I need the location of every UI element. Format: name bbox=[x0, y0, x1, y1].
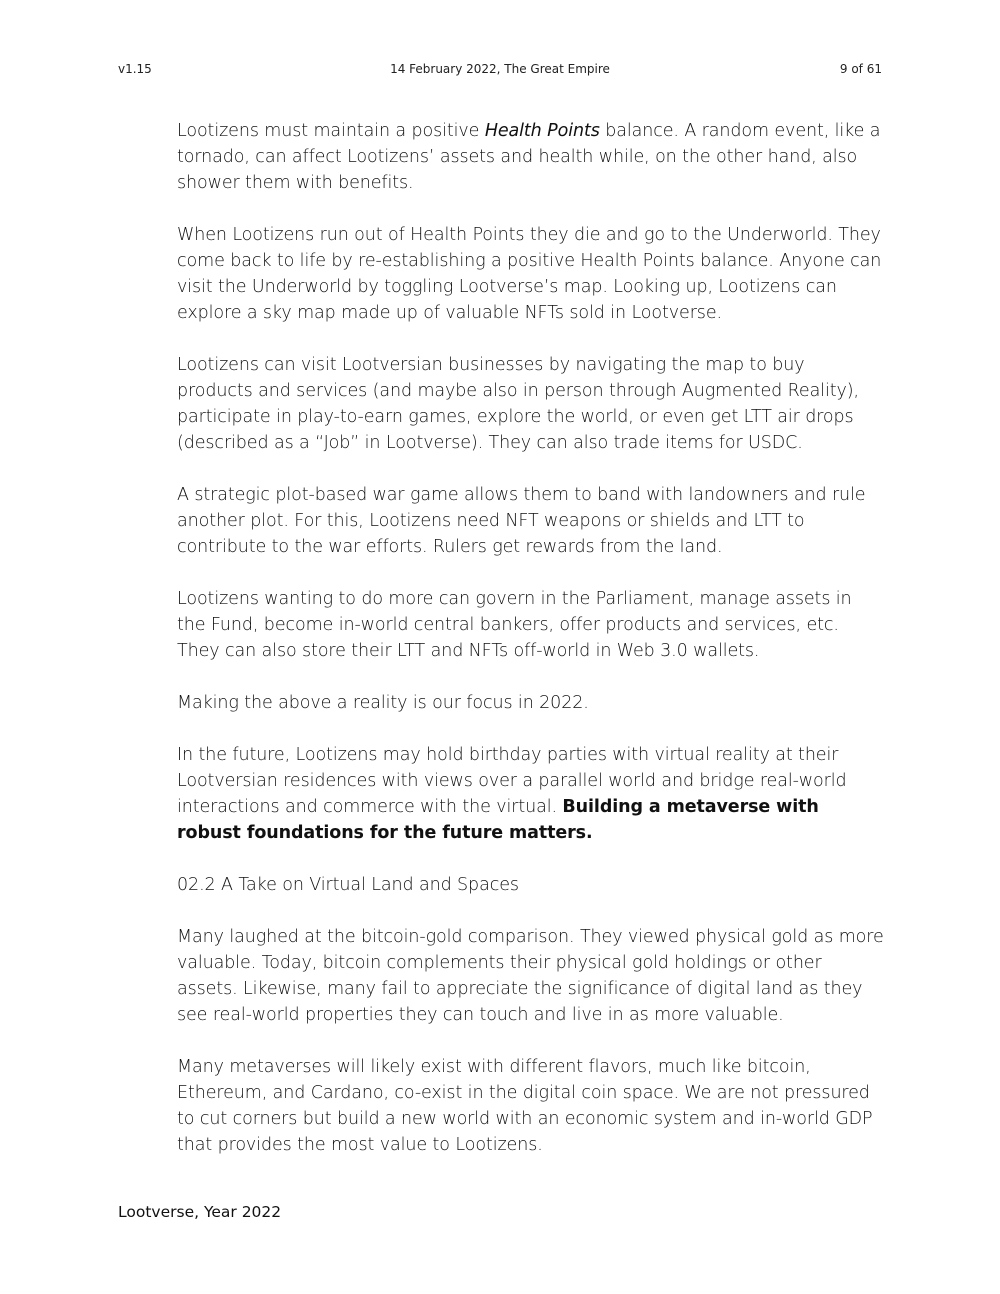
health-points-term: Health Points bbox=[484, 121, 600, 141]
document-date-title: 14 February 2022, The Great Empire bbox=[390, 62, 610, 76]
paragraph-war-game: A strategic plot-based war game allows them to band with landowners and rule another plot. For this, Lootizens need NFT weapons or shields and LTT to contribute to the war efforts. Rulers get rewards from the land. bbox=[177, 485, 866, 557]
paragraph-underworld: When Lootizens run out of Health Points they die and go to the Underworld. They come back to life by re-establishing a positive Health Points balance. Anyone can visit the Underworld by toggling Lootverse’s map. Looking up, Lootizens can explore a sky map made up of valuable NFTs sold in Lootverse. bbox=[177, 225, 882, 323]
paragraph-health-points: Lootizens must maintain a positive Health Points balance. A random event, like a tornado, can affect Lootizens’ assets and health while, on the other hand, also shower them with benefits. bbox=[177, 121, 881, 193]
page-number: 9 of 61 bbox=[839, 62, 882, 76]
page-body bbox=[177, 118, 885, 1184]
paragraph-focus-2022: Making the above a reality is our focus in 2022. bbox=[177, 693, 589, 713]
paragraph-businesses: Lootizens can visit Lootversian businesses by navigating the map to buy products and services (and maybe also in person through Augmented Reality), participate in play-to-earn games, explore the world, or even get LTT air drops (described as a “Job” in Lootverse). They can also trade items for USDC. bbox=[177, 355, 859, 453]
section-heading: 02.2 A Take on Virtual Land and Spaces bbox=[177, 875, 519, 895]
paragraph-governance: Lootizens wanting to do more can govern in the Parliament, manage assets in the Fund, become in-world central bankers, offer products and services, etc. They can also store their LTT and NFTs off-world in Web 3.0 wallets. bbox=[177, 589, 852, 661]
emphasis-metaverse-foundations: Building a metaverse with robust foundations for the future matters. bbox=[177, 797, 819, 843]
document-version: v1.15 bbox=[118, 62, 152, 76]
paragraph-metaverses: Many metaverses will likely exist with different flavors, much like bitcoin, Ethereum, and Cardano, co-exist in the digital coin space. We are not pressured to cut corners but build a new world with an economic system and in-world GDP that provides the most value to Lootizens. bbox=[177, 1057, 873, 1155]
paragraph-future: In the future, Lootizens may hold birthday parties with virtual reality at their Lootversian residences with views over a parallel world and bridge real-world interactions and commerce with the virtual. Building a metaverse with robust foundations for the future matters. bbox=[177, 745, 847, 843]
page-header bbox=[118, 60, 882, 78]
page-footer: Lootverse, Year 2022 bbox=[118, 1203, 282, 1221]
paragraph-bitcoin-gold: Many laughed at the bitcoin-gold comparison. They viewed physical gold as more valuable. Today, bitcoin complements their physical gold holdings or other assets. Likewise, many fail to appreciate the significance of digital land as they see real-world properties they can touch and live in as more valuable. bbox=[177, 927, 884, 1025]
